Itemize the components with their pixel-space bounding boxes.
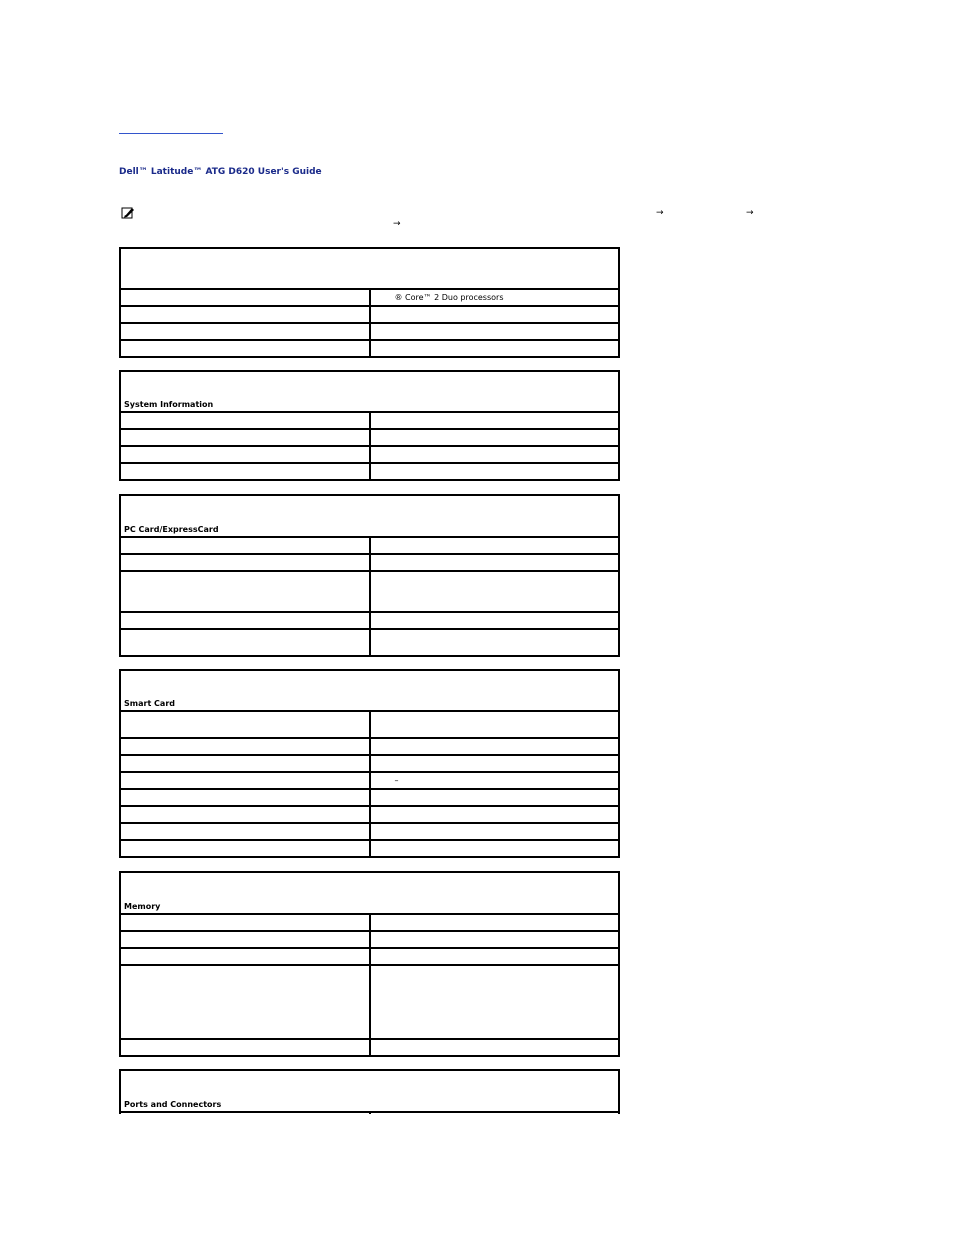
spec-label (120, 463, 370, 480)
table-heading: System Information (120, 371, 619, 412)
spec-label (120, 738, 370, 755)
spec-label (120, 806, 370, 823)
spec-label (120, 429, 370, 446)
spec-value (370, 755, 620, 772)
spec-label (120, 931, 370, 948)
spec-label (120, 323, 370, 340)
spec-label (120, 554, 370, 571)
table-heading: Ports and Connectors (120, 1070, 619, 1112)
back-to-contents-link[interactable] (119, 121, 223, 134)
spec-value (370, 823, 620, 840)
spec-value (370, 711, 620, 738)
table-heading (120, 248, 619, 289)
spec-label (120, 914, 370, 931)
pc-card-table (119, 494, 620, 657)
spec-label (120, 755, 370, 772)
spec-label (120, 823, 370, 840)
spec-value (370, 289, 620, 306)
note-pencil-icon (121, 206, 135, 219)
spec-label (120, 289, 370, 306)
spec-label (120, 789, 370, 806)
spec-label (120, 629, 370, 656)
smart-card-table (119, 669, 620, 858)
spec-label (120, 711, 370, 738)
table-heading: Smart Card (120, 670, 619, 711)
spec-value (370, 463, 620, 480)
spec-value (370, 412, 620, 429)
spec-value (370, 840, 620, 857)
spec-value (370, 612, 620, 629)
spec-label (120, 537, 370, 554)
spec-label (120, 948, 370, 965)
menu-path-arrow: → (746, 208, 754, 218)
spec-label (120, 965, 370, 1039)
page-cutoff-mask (119, 1114, 620, 1235)
spec-value (370, 931, 620, 948)
memory-table (119, 871, 620, 1057)
spec-value (370, 429, 620, 446)
processor-table (119, 247, 620, 358)
spec-value (370, 789, 620, 806)
table-heading: PC Card/ExpressCard (120, 495, 619, 537)
spec-value (370, 323, 620, 340)
system-information-table (119, 370, 620, 481)
spec-label (120, 612, 370, 629)
spec-label (120, 571, 370, 612)
spec-value (370, 1039, 620, 1056)
processor-type: ® Core™ 2 Duo processors (394, 293, 504, 302)
spec-value (370, 914, 620, 931)
spec-label (120, 840, 370, 857)
spec-value (370, 554, 620, 571)
spec-label (120, 340, 370, 357)
spec-value (370, 629, 620, 656)
spec-label (120, 772, 370, 789)
spec-value (370, 340, 620, 357)
spec-value (370, 806, 620, 823)
spec-value (370, 306, 620, 323)
spec-value (370, 537, 620, 554)
range-dash: – (394, 776, 399, 785)
spec-label (120, 306, 370, 323)
spec-label (120, 446, 370, 463)
table-heading: Memory (120, 872, 619, 914)
spec-value (370, 965, 620, 1039)
spec-value (370, 571, 620, 612)
guide-title: Dell™ Latitude™ ATG D620 User's Guide (119, 167, 322, 177)
spec-value (370, 948, 620, 965)
menu-path-arrow: → (656, 208, 664, 218)
spec-value (370, 738, 620, 755)
spec-value (370, 772, 620, 789)
spec-value (370, 446, 620, 463)
menu-path-arrow: → (393, 219, 401, 229)
spec-label (120, 412, 370, 429)
spec-label (120, 1039, 370, 1056)
